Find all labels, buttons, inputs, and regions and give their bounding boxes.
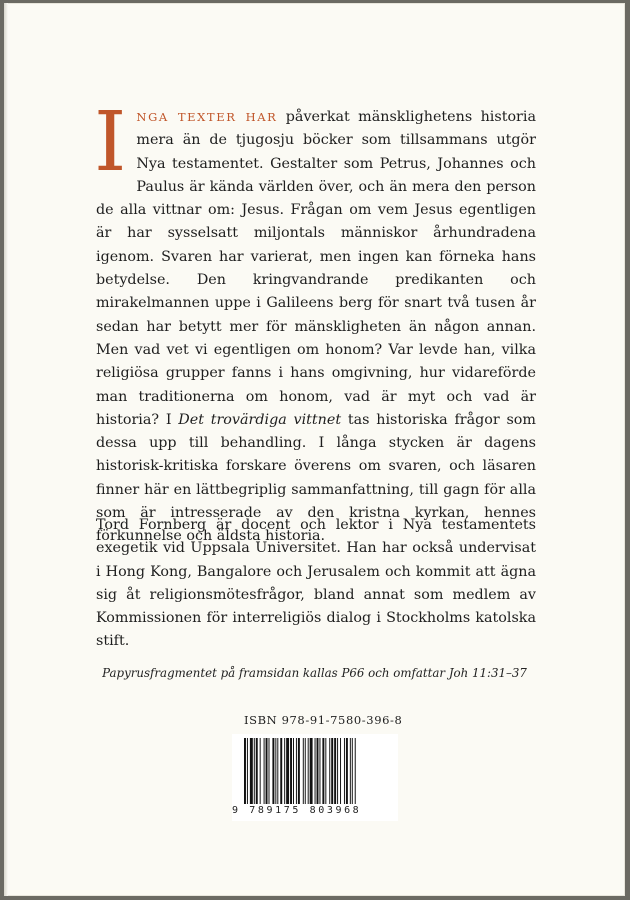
barcode-bar bbox=[315, 738, 316, 804]
barcode-bar bbox=[317, 738, 319, 804]
author-bio: Tord Fornberg är docent och lektor i Nya testamentets exegetik vid Uppsala Universitet. Han har också undervisat i Hong Kong, Bangalore och Jerusalem och kommit att ägna sig åt religionsmötesfrågor, bland annat som medlem av Kommissionen för interreligiös dialog i Stockholms katolska stift. bbox=[96, 517, 536, 650]
barcode-bar bbox=[296, 738, 297, 804]
barcode-bar bbox=[275, 738, 276, 804]
barcode-bar bbox=[260, 738, 261, 804]
isbn-label: ISBN 978-91-7580-396-8 bbox=[244, 713, 403, 727]
barcode-bar bbox=[305, 738, 306, 804]
barcode-bar bbox=[254, 738, 255, 804]
barcode-bars bbox=[244, 738, 392, 804]
barcode-bar bbox=[337, 738, 338, 804]
drop-cap: I bbox=[94, 95, 127, 190]
barcode-bar bbox=[334, 738, 336, 804]
barcode-bar bbox=[264, 738, 265, 804]
barcode-bar bbox=[290, 738, 292, 804]
barcode-bar bbox=[280, 738, 282, 804]
barcode-bar bbox=[329, 738, 330, 804]
barcode-bar bbox=[250, 738, 253, 804]
barcode-bar bbox=[322, 738, 324, 804]
blurb-text-part2: tas historiska frågor som dessa upp till behandling. I långa stycken är dagens historisk-kritiska forskare överens om svaren, och läsaren finner här en lättbegriplig sammanfattning, till gagn för alla som är intresserade av den kristna kyrkan, hennes förkunnelse och äldsta historia. bbox=[96, 411, 536, 545]
barcode-bar bbox=[303, 738, 304, 804]
barcode-bar bbox=[350, 738, 351, 804]
barcode-bar bbox=[269, 738, 270, 804]
barcode-bar bbox=[340, 738, 341, 804]
barcode-bar bbox=[266, 738, 268, 804]
barcode-bar bbox=[293, 738, 294, 804]
back-cover bbox=[4, 3, 625, 896]
cover-caption: Papyrusfragmentet på framsidan kallas P66 och omfattar Joh 11:31–37 bbox=[102, 666, 527, 680]
barcode-digits: 9 789175 803968 bbox=[232, 805, 362, 816]
barcode-bar bbox=[352, 738, 353, 804]
barcode-bar bbox=[319, 738, 320, 804]
blurb-paragraph bbox=[94, 95, 536, 549]
book-title: Det trovärdiga vittnet bbox=[178, 411, 342, 428]
barcode-bar bbox=[272, 738, 274, 804]
blurb-text-part1: påverkat mänsklighetens historia mera än de tjugosju böcker som tillsammans utgör Nya testamentet. Gestalter som Petrus, Johannes och Paulus är kända världen över, och än mera den person de alla vittnar om: Jesus. Frågan om vem Jesus egentligen är har sysselsatt miljontals människor århundradena igenom. Svaren har varierat, men ingen kan förneka hans betydelse. Den kringvandrande predikanten och mirakelmannen uppe i Galileens berg för snart två tusen år sedan har betytt mer för mänskligheten än någon annan. Men vad vet vi egentligen om honom? Var levde han, vilka religiösa grupper fanns i hans omgivning, hur vidareförde man traditionerna om honom, vad är myt och vad är historia? I bbox=[96, 109, 536, 428]
lead-in-smallcaps: NGA TEXTER HAR bbox=[136, 110, 278, 124]
barcode-bar bbox=[331, 738, 333, 804]
barcode-bar bbox=[247, 738, 248, 804]
barcode-bar bbox=[256, 738, 258, 804]
barcode bbox=[232, 734, 398, 821]
barcode-bar bbox=[277, 738, 278, 804]
barcode-bar bbox=[355, 738, 356, 804]
barcode-bar bbox=[310, 738, 313, 804]
barcode-bar bbox=[286, 738, 289, 804]
barcode-bar bbox=[344, 738, 345, 804]
barcode-bar bbox=[346, 738, 348, 804]
barcode-bar bbox=[244, 738, 246, 804]
barcode-bar bbox=[325, 738, 326, 804]
barcode-bar bbox=[308, 738, 309, 804]
barcode-bar bbox=[284, 738, 285, 804]
spine-shadow bbox=[4, 3, 8, 896]
barcode-bar bbox=[298, 738, 300, 804]
